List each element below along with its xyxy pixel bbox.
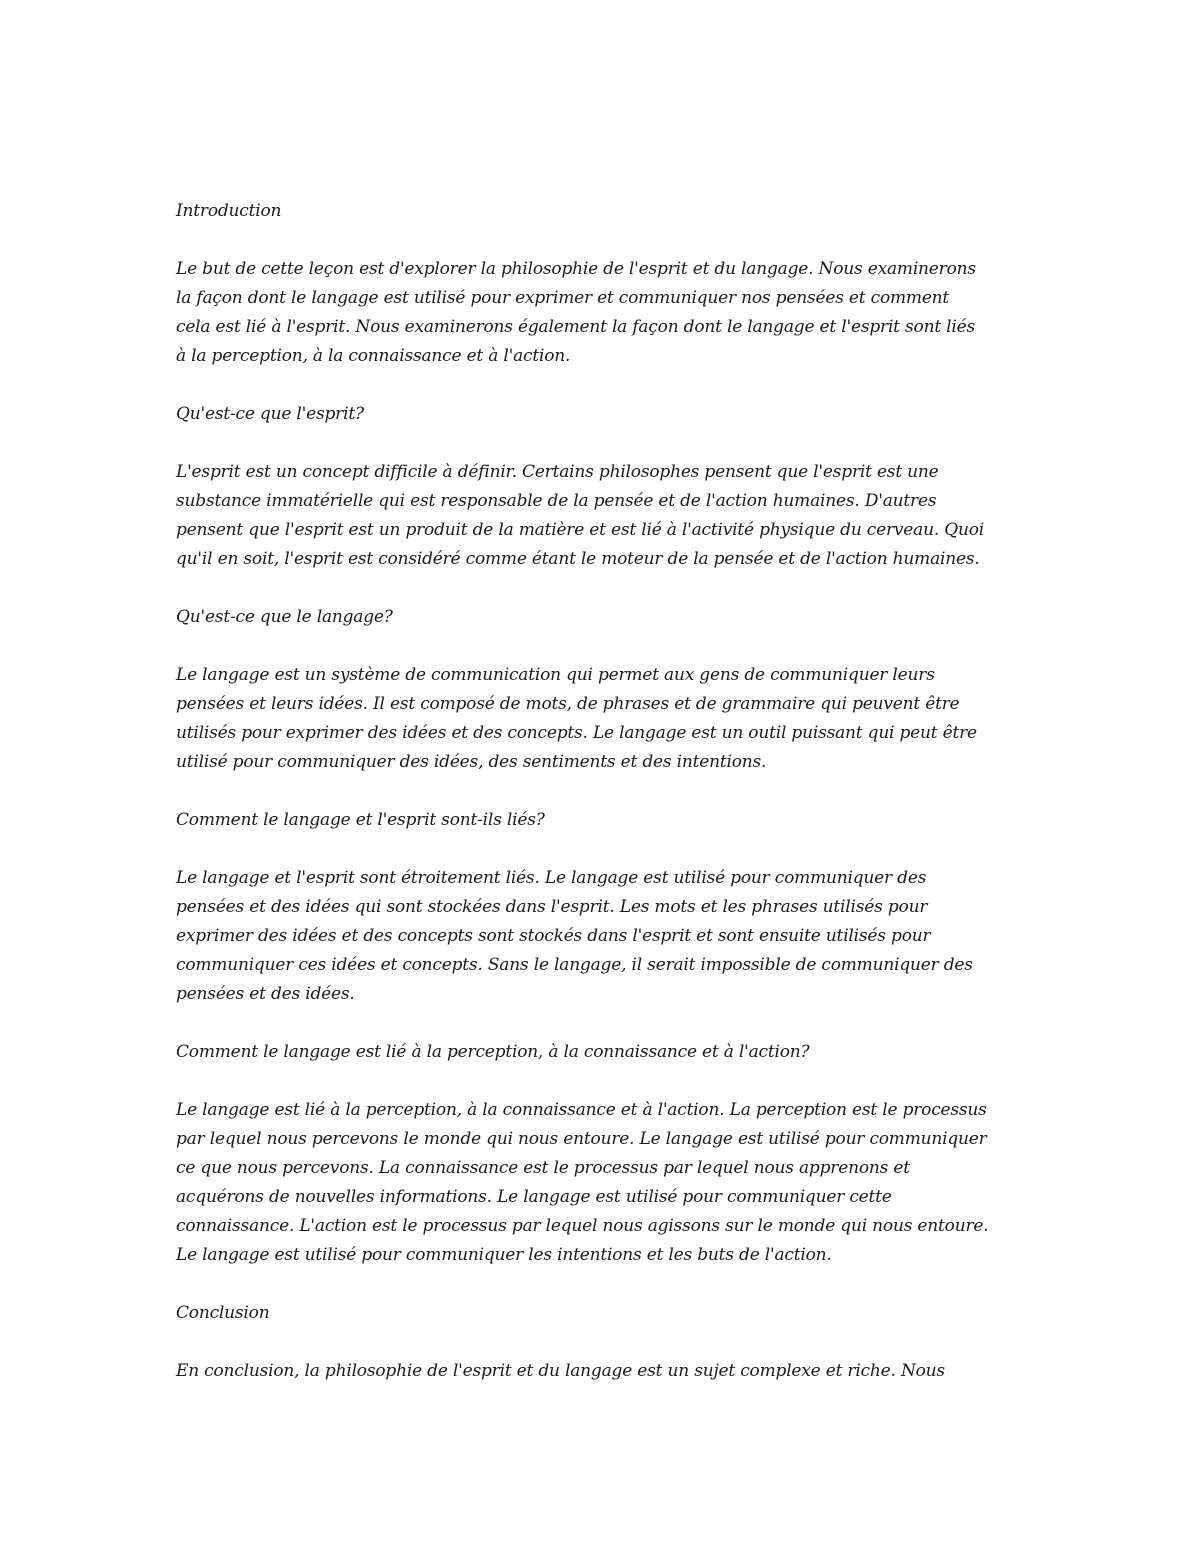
section-heading-esprit: Qu'est-ce que l'esprit?: [176, 404, 364, 424]
text-line: à la perception, à la connaissance et à l'action.: [176, 346, 571, 366]
text-line: connaissance. L'action est le processus par lequel nous agissons sur le monde qui nous entoure.: [176, 1216, 989, 1236]
text-line: acquérons de nouvelles informations. Le langage est utilisé pour communiquer cette: [176, 1187, 892, 1207]
text-line: la façon dont le langage est utilisé pour exprimer et communiquer nos pensées et comment: [176, 288, 950, 308]
document-body: [176, 197, 1036, 1415]
text-line: exprimer des idées et des concepts sont stockés dans l'esprit et sont ensuite utilisés pour: [176, 926, 931, 946]
text-line: En conclusion, la philosophie de l'esprit et du langage est un sujet complexe et riche. Nous: [176, 1361, 945, 1381]
text-line: par lequel nous percevons le monde qui nous entoure. Le langage est utilisé pour communiquer: [176, 1129, 987, 1149]
section-heading-conclusion: Conclusion: [176, 1303, 270, 1323]
paragraph-conclusion: [176, 1357, 1036, 1386]
text-line: qu'il en soit, l'esprit est considéré comme étant le moteur de la pensée et de l'action humaines.: [176, 549, 980, 569]
text-line: Le langage est utilisé pour communiquer les intentions et les buts de l'action.: [176, 1245, 832, 1265]
section-heading-introduction: Introduction: [176, 201, 282, 221]
text-line: L'esprit est un concept difficile à définir. Certains philosophes pensent que l'esprit est une: [176, 462, 939, 482]
text-line: communiquer ces idées et concepts. Sans le langage, il serait impossible de communiquer des: [176, 955, 973, 975]
text-line: pensées et leurs idées. Il est composé de mots, de phrases et de grammaire qui peuvent être: [176, 694, 960, 714]
paragraph-langage: [176, 661, 1036, 777]
text-line: substance immatérielle qui est responsable de la pensée et de l'action humaines. D'autres: [176, 491, 937, 511]
text-line: Le but de cette leçon est d'explorer la philosophie de l'esprit et du langage. Nous examinerons: [176, 259, 976, 279]
text-line: pensent que l'esprit est un produit de la matière et est lié à l'activité physique du cerveau. Quoi: [176, 520, 985, 540]
section-heading-langage: Qu'est-ce que le langage?: [176, 607, 393, 627]
section-heading-lien-langage-esprit: Comment le langage et l'esprit sont-ils liés?: [176, 810, 545, 830]
paragraph-lien-langage-esprit: [176, 864, 1036, 1009]
text-line: Le langage et l'esprit sont étroitement liés. Le langage est utilisé pour communiquer des: [176, 868, 927, 888]
text-line: ce que nous percevons. La connaissance est le processus par lequel nous apprenons et: [176, 1158, 910, 1178]
text-line: pensées et des idées qui sont stockées dans l'esprit. Les mots et les phrases utilisés pour: [176, 897, 928, 917]
section-heading-perception: Comment le langage est lié à la perception, à la connaissance et à l'action?: [176, 1042, 810, 1062]
paragraph-introduction: [176, 255, 1036, 371]
text-line: utilisés pour exprimer des idées et des concepts. Le langage est un outil puissant qui peut être: [176, 723, 977, 743]
text-line: utilisé pour communiquer des idées, des sentiments et des intentions.: [176, 752, 767, 772]
text-line: cela est lié à l'esprit. Nous examinerons également la façon dont le langage et l'esprit sont liés: [176, 317, 976, 337]
text-line: pensées et des idées.: [176, 984, 355, 1004]
paragraph-perception: [176, 1096, 1036, 1270]
text-line: Le langage est un système de communication qui permet aux gens de communiquer leurs: [176, 665, 935, 685]
text-line: Le langage est lié à la perception, à la connaissance et à l'action. La perception est le processus: [176, 1100, 987, 1120]
paragraph-esprit: [176, 458, 1036, 574]
